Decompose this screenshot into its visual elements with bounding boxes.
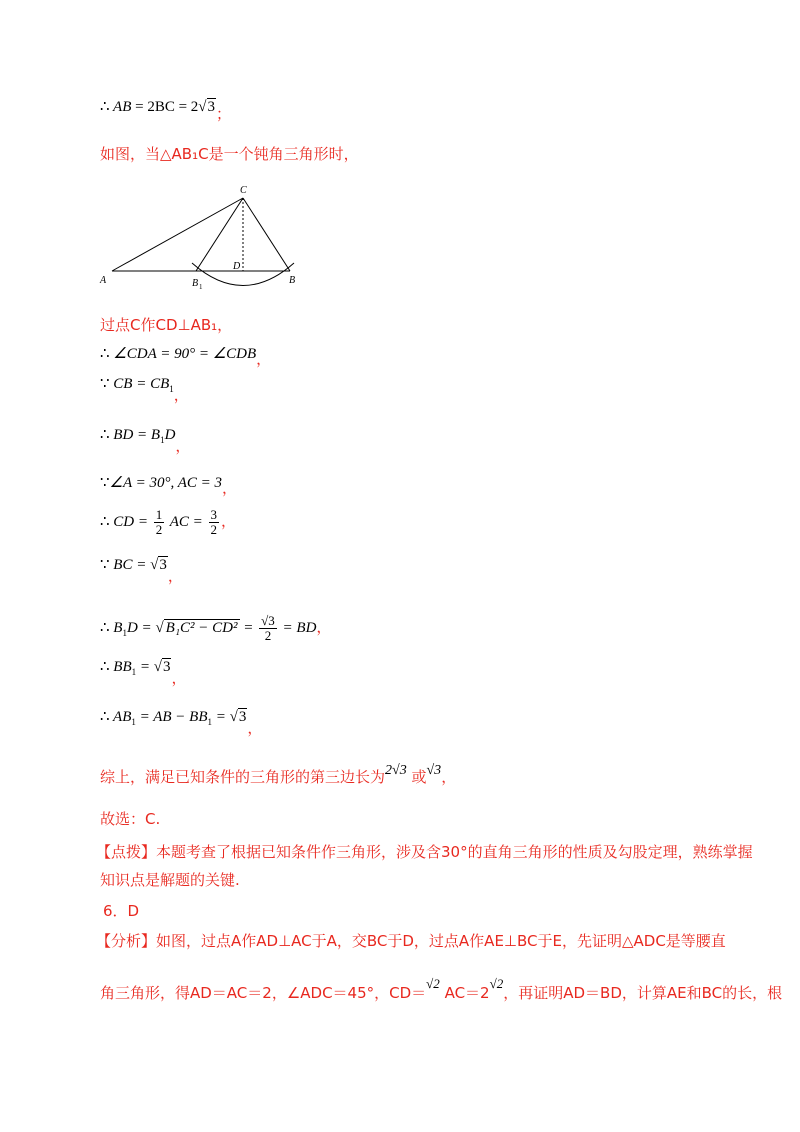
denominator: 2 bbox=[155, 522, 163, 537]
therefore-symbol: ∴ bbox=[100, 709, 110, 725]
subscript: 1 bbox=[131, 667, 137, 677]
line-obtuse-case: 如图，当△AB₁C是一个钝角三角形时， bbox=[100, 145, 359, 163]
line-conclusion bbox=[100, 763, 457, 786]
punct: ， bbox=[316, 619, 332, 636]
sqrt-arg: 3 bbox=[162, 659, 171, 675]
sqrt-arg: B₁C² − CD² bbox=[165, 619, 238, 636]
punct: ， bbox=[256, 352, 272, 368]
line-bb1-value bbox=[100, 659, 187, 687]
analysis-text: 角三角形，得AD＝AC＝2，∠ADC＝45°，CD＝ bbox=[100, 984, 427, 1002]
label-b: B bbox=[289, 275, 296, 286]
segment-cb bbox=[243, 198, 290, 271]
expr: = 2BC = 2 bbox=[135, 99, 199, 115]
subscript: 1 bbox=[122, 627, 127, 638]
therefore-symbol: ∴ bbox=[100, 346, 110, 362]
line-tip-2: 知识点是解题的关键. bbox=[100, 871, 240, 889]
line-bc-value bbox=[100, 557, 183, 585]
line-cd-value bbox=[100, 508, 236, 537]
therefore-symbol: ∴ bbox=[100, 513, 110, 530]
denominator: 2 bbox=[210, 522, 218, 537]
sqrt-expression: √ B₁C² − CD² bbox=[155, 619, 238, 636]
punct: ， bbox=[441, 768, 457, 786]
line-draw-cd: 过点C作CD⊥AB₁， bbox=[100, 316, 233, 334]
analysis-text: AC＝2 bbox=[439, 984, 490, 1002]
denominator: 2 bbox=[264, 628, 272, 643]
value-root2: √2 bbox=[489, 976, 504, 991]
label-b1-sub: 1 bbox=[199, 283, 203, 291]
punct: ， bbox=[167, 569, 183, 585]
expr: = BD bbox=[282, 619, 317, 636]
because-symbol: ∵ bbox=[100, 475, 110, 491]
subscript: 1 bbox=[160, 435, 165, 445]
line-analysis-1: 【分析】如图，过点A作AD⊥AC于A，交BC于D，过点A作AE⊥BC于E，先证明△ADC是等腰直 bbox=[96, 932, 726, 950]
label-b1: B bbox=[192, 278, 199, 289]
line-angle-a bbox=[100, 475, 238, 497]
question-number: 6．D bbox=[103, 902, 140, 920]
because-symbol: ∵ bbox=[100, 557, 110, 573]
segment-ac bbox=[112, 198, 243, 271]
line-bd-b1d bbox=[100, 427, 191, 455]
sqrt: √3 bbox=[229, 709, 247, 725]
line-answer: 故选：C. bbox=[100, 810, 161, 828]
expr: BC = bbox=[113, 557, 147, 573]
line-ab1-value bbox=[100, 709, 263, 737]
sqrt: √3 bbox=[150, 557, 167, 573]
value-root3: √3 bbox=[426, 763, 442, 778]
line-tip-1: 【点拨】本题考查了根据已知条件作三角形，涉及含30°的直角三角形的性质及勾股定理，熟练掌握 bbox=[96, 843, 753, 861]
therefore-symbol: ∴ bbox=[100, 659, 110, 675]
sqrt: √3 bbox=[198, 99, 216, 115]
therefore-symbol: ∴ bbox=[100, 427, 110, 443]
expr: CD = bbox=[113, 513, 149, 530]
value-2root3: 2√3 bbox=[385, 763, 407, 778]
expr: D bbox=[164, 427, 176, 443]
punct: ， bbox=[175, 439, 191, 455]
fraction-half bbox=[154, 508, 165, 537]
line-analysis-2 bbox=[100, 976, 783, 1002]
expr: ∠A = 30°, AC = 3 bbox=[109, 475, 223, 491]
punct: ， bbox=[173, 388, 189, 404]
line-cb-cb1 bbox=[100, 376, 189, 404]
punct: ， bbox=[247, 721, 263, 737]
punct: ， bbox=[221, 513, 237, 530]
punct: ， bbox=[222, 481, 238, 497]
line-ab-equals bbox=[100, 99, 232, 123]
subscript: 1 bbox=[169, 384, 174, 394]
expr: = bbox=[139, 659, 150, 675]
numerator: 3 bbox=[210, 507, 218, 522]
numerator: 1 bbox=[155, 507, 163, 522]
triangle-figure bbox=[95, 183, 315, 293]
analysis-text: ，再证明AD＝BD，计算AE和BC的长，根 bbox=[503, 984, 783, 1002]
expr: D = bbox=[126, 619, 152, 636]
expr: = AB − BB bbox=[139, 709, 208, 725]
expr: ∠CDA = 90° = ∠CDB bbox=[113, 346, 257, 362]
expr: B bbox=[113, 619, 123, 636]
label-a: A bbox=[100, 275, 107, 286]
line-b1d-value bbox=[100, 614, 331, 643]
numerator: √3 bbox=[261, 613, 275, 628]
sqrt-arg: 3 bbox=[159, 557, 167, 573]
sqrt: √3 bbox=[153, 659, 171, 675]
fraction-three-halves bbox=[209, 508, 220, 537]
label-d: D bbox=[233, 261, 241, 272]
punct: ； bbox=[216, 107, 232, 123]
or-text: 或 bbox=[411, 768, 427, 786]
sqrt-arg: 3 bbox=[238, 709, 247, 725]
expr: AB bbox=[113, 99, 132, 115]
subscript: 1 bbox=[207, 717, 212, 727]
expr: CB = CB bbox=[113, 376, 170, 392]
expr: BD = B bbox=[113, 427, 161, 443]
expr: AB bbox=[113, 709, 132, 725]
expr: = bbox=[215, 709, 226, 725]
expr: = bbox=[243, 619, 254, 636]
label-c: C bbox=[240, 185, 247, 196]
therefore-symbol: ∴ bbox=[100, 99, 110, 115]
fraction-root3-over-2 bbox=[259, 614, 277, 643]
conclusion-text: 综上，满足已知条件的三角形的第三边长为 bbox=[100, 768, 386, 786]
line-angle-cda bbox=[100, 346, 272, 368]
therefore-symbol: ∴ bbox=[100, 619, 110, 636]
because-symbol: ∵ bbox=[100, 376, 110, 392]
subscript: 1 bbox=[131, 717, 136, 727]
sqrt-arg: 3 bbox=[207, 99, 216, 115]
punct: ， bbox=[171, 671, 187, 687]
expr: AC = bbox=[169, 513, 203, 530]
expr: BB bbox=[113, 659, 132, 675]
value-root2: √2 bbox=[426, 976, 440, 991]
